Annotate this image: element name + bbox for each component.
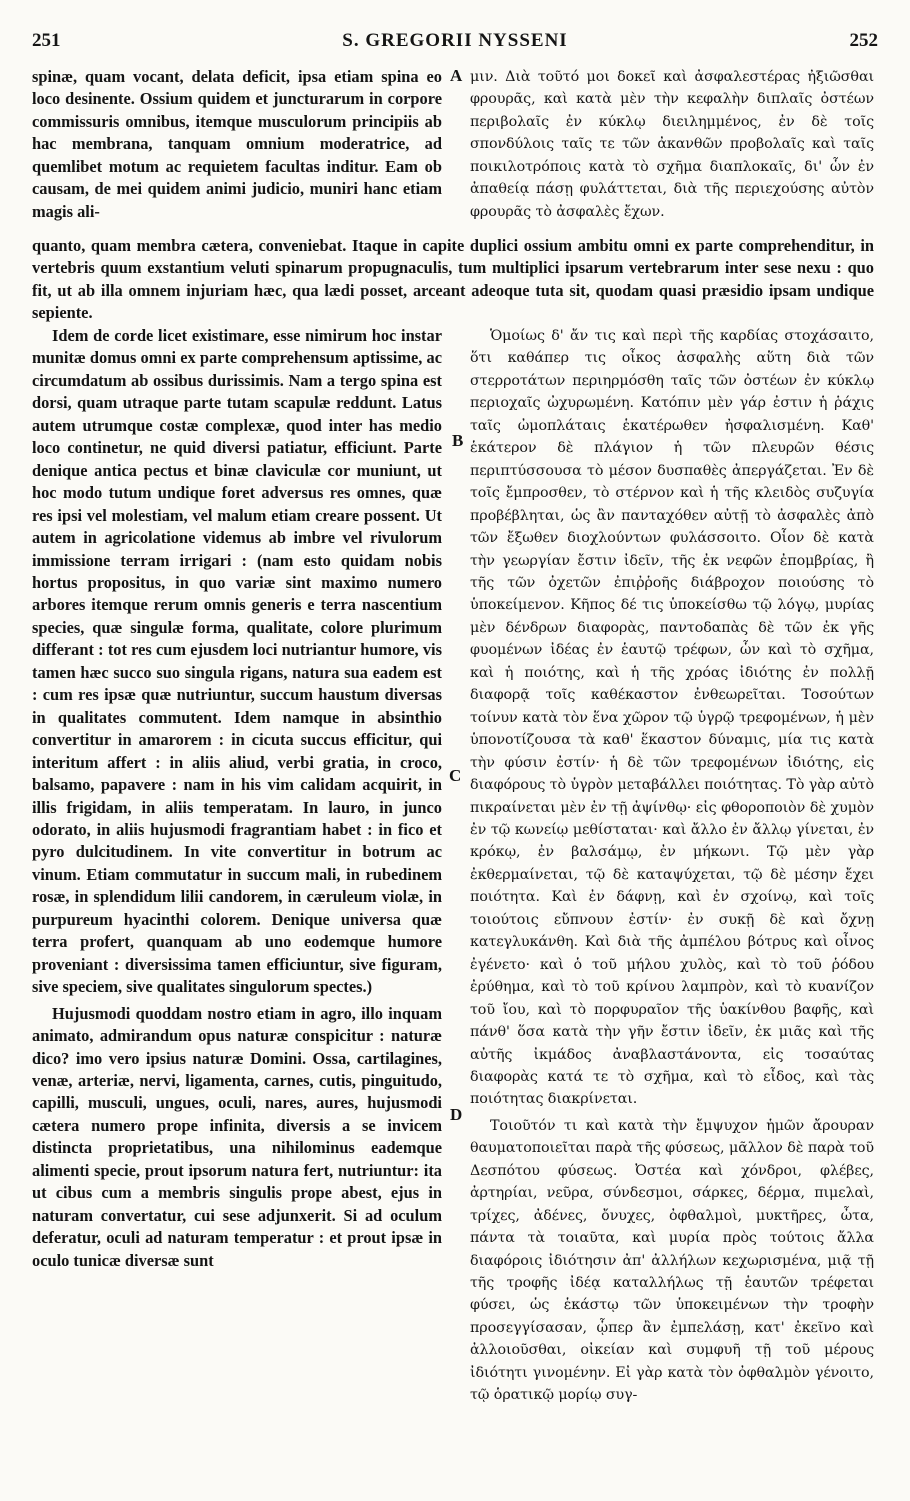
section-marker-a: A <box>450 66 463 85</box>
greek-paragraph-top: μιν. Διὰ τοῦτό μοι δοκεῖ καὶ ἀσφαλεστέρας ἠξιῶσθαι φρουρᾶς, καὶ κατὰ μὲν τὴν κεφαλὴν διπλαῖς ὀστέων περιβολαῖς ἐν κύκλῳ διειλημμένος, ἐν δὲ τοῖς σπονδύλοις ταῖς τε τῶν ἀκανθῶν προβολαῖς καὶ ταῖς ποικιλοτρόποις κατὰ τὸ σχῆμα διαπλοκαῖς, δι' ὧν ἐν ἀπαθείᾳ πάσῃ φυλάττεται, διὰ τῆς περιεχούσης αὐτὸν φρουρᾶς τὸ ἀσφαλὲς ἔχων. <box>470 69 874 220</box>
section-marker-c: C <box>449 766 462 785</box>
page-number-right: 252 <box>849 30 878 51</box>
greek-column-lower <box>470 325 874 1407</box>
greek-column-top <box>470 66 874 223</box>
latin-paragraph-nourishment: Hujusmodi quoddam nostro etiam in agro, illo inquam animato, admirandum opus naturæ conspicitur : naturæ dico? imo vero ipsius naturæ Domini. Ossa, cartilagines, venæ, arteriæ, nervi, ligamenta, carnes, cutis, pinguitudo, capilli, musculi, ungues, oculi, nares, aures, hujusmodi cætera numero prope infinita, diversis a se invicem distincta proprietatibus, una nihilominus eademque alimenti specie, prout ipsorum natura fert, nutriuntur: ita ut cibus cum a membris singulis prope abest, ejus in naturam convertatur, cui sese adjunxerit. Si ad oculum deferatur, oculi ad naturam temperatur : et prout ipsæ in oculo tunicæ diversæ sunt <box>32 1003 442 1270</box>
latin-column-lower <box>32 325 442 1272</box>
page-header <box>32 30 878 60</box>
section-marker-d: D <box>450 1105 463 1124</box>
page-number-left: 251 <box>32 30 61 51</box>
latin-column-top <box>32 66 442 223</box>
latin-paragraph-full: quanto, quam membra cætera, conveniebat. Itaque in capite duplici ossium ambitu omni ex parte comprehenditur, in vertebris quum exstantium veluti spinarum propugnaculis, tum multiplici ipsarum vertebrarum inter sese nexu : quo fit, ut ab illa omnem injuriam hæc, qua lædi posset, arceant adeoque tuta sit, quodam quasi præsidio ipsam undique sepiente. <box>32 236 874 323</box>
running-title: S. GREGORII NYSSENI <box>342 30 568 51</box>
latin-paragraph-heart: Idem de corde licet existimare, esse nimirum hoc instar munitæ domus omni ex parte comprehensum aptissime, ac circumdatum ab ossibus durissimis. Nam a tergo spina est dorsi, quam utraque parte tutam scapulæ reddunt. Latus autem utrumque costæ complexæ, quod inter has medio loco continetur, ne quid diversi patiatur, efficiunt. Parte denique antica pectus et binæ claviculæ cor muniunt, ut hoc modo tutum undique foret adversus res omnes, quæ res ipsi vel molestiam, vel malum etiam creare possent. Ut autem in agricolatione videmus ab imbre vel rivulorum immissione terram irrigari : (nam esto quidam nobis hortus propositus, in quo variæ sint maximo numero arbores itemque rerum omnis generis e terra nascentium species, quæ singulæ forma, qualitate, colore plurimum differant : tot res cum ejusdem loci nutriantur humore, vis tamen hæc succo suo singula rigans, natura sua eadem est : cum res ipsæ quæ nutriuntur, succum haustum diversas in qualitates commutent. Idem namque in absinthio convertitur in amarorem : in cicuta succus efficitur, qui interitum affert : in aliis aliud, verbi gratia, in croco, balsamo, papavere : nam in his vim calidam acquirit, in illis frigidam, in aliis temperatam. In lauro, in junco odorato, in aliis hujusmodi fragrantiam habet : in fico et pyro dulcitudinem. In vite convertitur in botrum ac vinum. Etiam commutatur in succum mali, in rubedinem rosæ, in splendidum lilii candorem, in cæruleum violæ, in purpureum hyacinthi colorem. Denique universa quæ terra profert, quanquam ab uno eodemque humore proveniant : diversissima tamen efficiuntur, sive figuram, sive speciem, sive qualitates singulorum spectes.) <box>32 326 442 997</box>
latin-paragraph-top: spinæ, quam vocant, delata deficit, ipsa etiam spina eo loco desinente. Ossium quidem et juncturarum in corpore commissuris omnibus, itemque musculorum principiis ab hac membrana, tanquam omnium moderatrice, ad quemlibet motum ac requietem facultas inditur. Eam ob causam, de mei quidem animi judicio, muniri hanc etiam magis ali- <box>32 67 442 221</box>
section-marker-b: B <box>452 431 464 450</box>
greek-paragraph-heart: Ὁμοίως δ' ἄν τις καὶ περὶ τῆς καρδίας στοχάσαιτο, ὅτι καθάπερ τις οἶκος ἀσφαλὴς αὕτη διὰ τῶν στερροτάτων περιηρμόσθη ταῖς τῶν ὀστέων ἐν κύκλῳ περιοχαῖς ὠχυρωμένη. Κατόπιν μὲν γάρ ἐστιν ἡ ῥάχις ταῖς ὠμοπλάταις ἑκατέρωθεν ἠσφαλισμένη. Καθ' ἑκάτερον δὲ πλάγιον ἡ τῶν πλευρῶν θέσις περιπτύσσουσα τὸ μέσον δυσπαθὲς ἀπεργάζεται. Ἐν δὲ τοῖς ἔμπροσθεν, τὸ στέρνον καὶ ἡ τῆς κλειδὸς συζυγία προβέβληται, ὡς ἂν πανταχόθεν αὐτῇ τὸ ἀσφαλὲς ἀπὸ τῶν ἔξωθεν διοχλούντων φυλάσσοιτο. Οἷον δὲ κατὰ τὴν γεωργίαν ἔστιν ἰδεῖν, τῆς ἐκ νεφῶν ἐπομβρίας, ἢ τῆς τῶν ὀχετῶν ἐπιῤῥοῆς διάβροχον ποιούσης τὸ ὑποκείμενον. Κῆπος δέ τις ὑποκείσθω τῷ λόγῳ, μυρίας μὲν δένδρων διαφορὰς, παντοδαπὰς δὲ τῶν ἐκ γῆς φυομένων ἰδέας ἐν ἑαυτῷ τρέφων, ὧν καὶ τὸ σχῆμα, καὶ ἡ ποιότης, καὶ ἡ τῆς χρόας ἰδιότης ἐν πολλῇ διαφορᾷ τοῖς καθέκαστον ἐνθεωρεῖται. Τοσούτων τοίνυν κατὰ τὸν ἕνα χῶρον τῷ ὑγρῷ τρεφομένων, ἡ μὲν ὑπονοτίζουσα τὰ καθ' ἕκαστον δύναμις, μία τις κατὰ τὴν φύσιν ἐστίν· ἡ δὲ τῶν τρεφομένων ἰδιότης, εἰς διαφόρους τὸ ὑγρὸν μεταβάλλει ποιότητας. Τὸ γὰρ αὐτὸ πικραίνεται μὲν ἐν τῇ ἀψίνθῳ· εἰς φθοροποιὸν δὲ χυμὸν ἐν τῷ κωνείῳ μεθίσταται· καὶ ἄλλο ἐν ἄλλῳ γίνεται, ἐν κρόκῳ, ἐν βαλσάμῳ, ἐν μήκωνι. Τῷ μὲν γὰρ ἐκθερμαίνεται, τῷ δὲ καταψύχεται, τῷ δὲ μέσην ἔχει ποιότητα. Καὶ ἐν δάφνῃ, καὶ ἐν σχοίνῳ, καὶ τοῖς τοιούτοις εὔπνουν ἐστίν· ἐν συκῇ δὲ καὶ ὄχνῃ κατεγλυκάνθη. Καὶ διὰ τῆς ἀμπέλου βότρυς καὶ οἶνος ἐγένετο· καὶ ὁ τοῦ μήλου χυλὸς, καὶ τὸ τοῦ ῥόδου ἐρύθημα, καὶ τὸ τοῦ κρίνου λαμπρὸν, καὶ τὸ κυανίζον τοῦ ἴου, καὶ τὸ πορφυραῖον τῆς ὑακίνθου βαφῆς, καὶ πάνθ' ὅσα κατὰ τὴν γῆν ἔστιν ἰδεῖν, ἐκ μιᾶς καὶ τῆς αὐτῆς ἰκμάδος ἀναβλαστάνοντα, εἰς τοσαύτας διαφορὰς κατά τε τὸ σχῆμα, καὶ τὸ εἶδος, καὶ τὰς ποιότητας διακρίνεται. <box>470 328 874 1108</box>
latin-full-width <box>32 235 874 325</box>
greek-paragraph-nourishment: Τοιοῦτόν τι καὶ κατὰ τὴν ἔμψυχον ἡμῶν ἄρουραν θαυματοποιεῖται παρὰ τῆς φύσεως, μᾶλλον δὲ παρὰ τοῦ Δεσπότου φύσεως. Ὀστέα καὶ χόνδροι, φλέβες, ἀρτηρίαι, νεῦρα, σύνδεσμοι, σάρκες, δέρμα, πιμελαὶ, τρίχες, ἀδένες, ὄνυχες, ὀφθαλμοὶ, μυκτῆρες, ὦτα, πάντα τὰ τοιαῦτα, καὶ μυρία πρὸς τούτοις ἄλλα διαφόροις ἰδιότησιν ἀπ' ἀλλήλων κεχωρισμένα, μιᾷ τῇ τῆς τροφῆς ἰδέᾳ καταλλήλως τῇ ἑαυτῶν τρέφεται φύσει, ὡς ἑκάστῳ τῶν ὑποκειμένων τὴν τροφὴν προσεγγίσασαν, ᾧπερ ἂν ἐμπελάσῃ, κατ' ἐκεῖνο καὶ ἀλλοιοῦσθαι, οἰκείαν καὶ συμφυῆ τῇ τοῦ μέρους ἰδιότητι γινομένην. Εἰ γὰρ κατὰ τὸν ὀφθαλμὸν γένοιτο, τῷ ὁρατικῷ μορίῳ συγ- <box>470 1117 874 1404</box>
